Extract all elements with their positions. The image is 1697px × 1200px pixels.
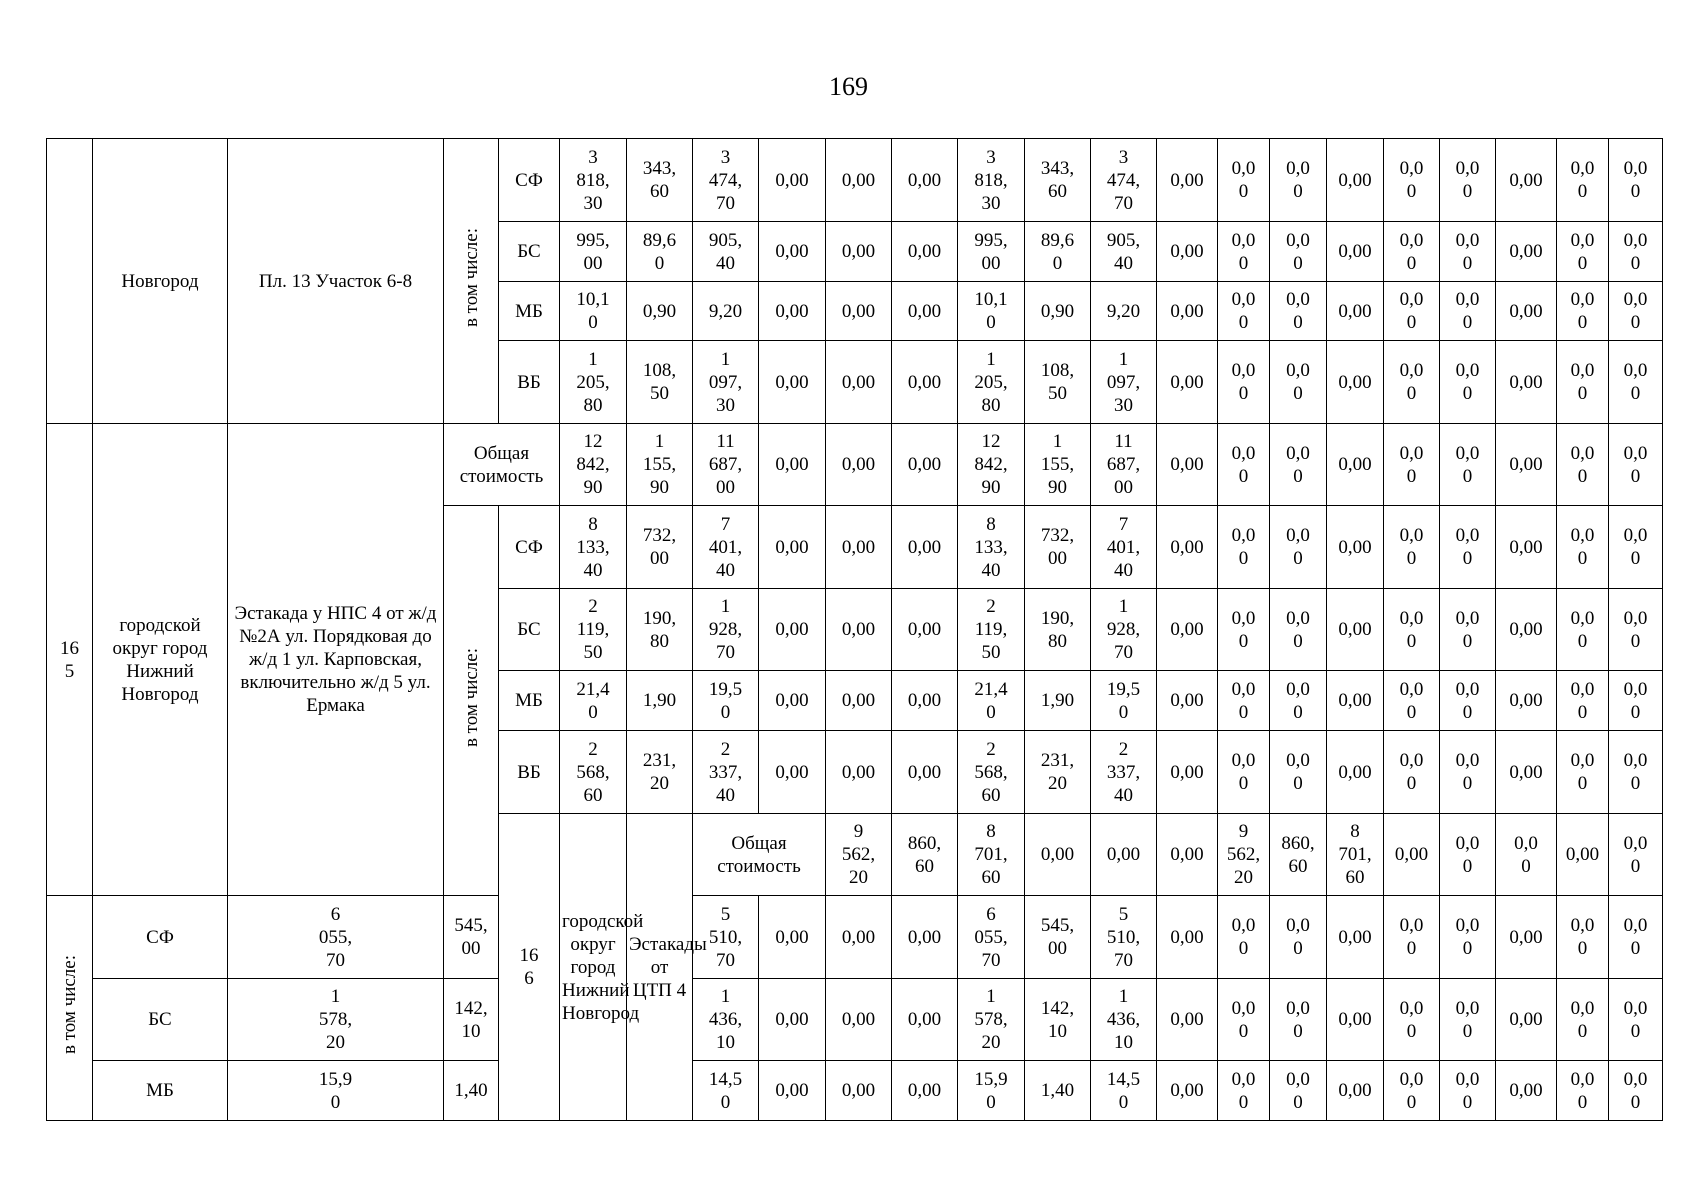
source-label-mb: МБ	[93, 1061, 228, 1121]
value-cell: 0,00	[759, 139, 826, 222]
value-cell: 231, 20	[627, 731, 693, 814]
including-label: в том числе:	[460, 228, 482, 328]
value-cell: 0,00	[1091, 814, 1157, 896]
value-cell: 0,00	[826, 589, 892, 671]
value-cell: 0,00	[1157, 506, 1218, 589]
value-cell: 1 097, 30	[693, 341, 759, 424]
value-cell: 0,00	[1327, 589, 1384, 671]
district-cell: городской округ город Нижний Новгород	[560, 814, 627, 1121]
value-cell: 0,0 0	[1557, 222, 1609, 282]
value-cell: 0,0 0	[1609, 424, 1663, 506]
value-cell: 0,0 0	[1609, 896, 1663, 979]
value-cell: 1 205, 80	[958, 341, 1025, 424]
value-cell: 1 097, 30	[1091, 341, 1157, 424]
value-cell: 0,0 0	[1270, 222, 1327, 282]
row-number-cell: 16 5	[47, 424, 93, 896]
page-number: 169	[829, 72, 868, 101]
value-cell: 0,00	[1157, 1061, 1218, 1121]
value-cell: 89,6 0	[1025, 222, 1091, 282]
value-cell: 0,0 0	[1270, 424, 1327, 506]
value-cell: 0,0 0	[1218, 979, 1270, 1061]
value-cell: 0,0 0	[1440, 671, 1496, 731]
value-cell: 0,00	[892, 282, 958, 341]
value-cell: 0,0 0	[1609, 671, 1663, 731]
value-cell: 0,0 0	[1270, 896, 1327, 979]
value-cell: 10,1 0	[560, 282, 627, 341]
value-cell: 0,0 0	[1270, 139, 1327, 222]
value-cell: 9,20	[693, 282, 759, 341]
value-cell: 1 205, 80	[560, 341, 627, 424]
value-cell: 0,0 0	[1384, 282, 1440, 341]
value-cell: 6 055, 70	[228, 896, 444, 979]
value-cell: 0,00	[759, 282, 826, 341]
table-row	[47, 1061, 1663, 1121]
value-cell: 108, 50	[1025, 341, 1091, 424]
including-cell	[444, 139, 499, 424]
value-cell: 0,00	[1327, 282, 1384, 341]
value-cell: 995, 00	[958, 222, 1025, 282]
value-cell: 0,0 0	[1557, 282, 1609, 341]
value-cell: 0,0 0	[1557, 1061, 1609, 1121]
value-cell: 0,00	[826, 896, 892, 979]
table-row	[47, 139, 1663, 222]
value-cell: 0,0 0	[1270, 589, 1327, 671]
value-cell: 0,00	[759, 979, 826, 1061]
value-cell: 0,0 0	[1218, 282, 1270, 341]
value-cell: 0,00	[892, 506, 958, 589]
value-cell: 0,0 0	[1440, 282, 1496, 341]
value-cell: 89,6 0	[627, 222, 693, 282]
value-cell: 12 842, 90	[958, 424, 1025, 506]
value-cell: 21,4 0	[958, 671, 1025, 731]
value-cell: 0,00	[1327, 341, 1384, 424]
value-cell: 0,00	[1025, 814, 1091, 896]
value-cell: 7 401, 40	[693, 506, 759, 589]
value-cell: 0,00	[1327, 896, 1384, 979]
value-cell: 0,00	[826, 731, 892, 814]
value-cell: 11 687, 00	[1091, 424, 1157, 506]
row-number-cell: 16 6	[499, 814, 560, 1121]
value-cell: 0,00	[892, 341, 958, 424]
value-cell: 0,00	[826, 341, 892, 424]
value-cell: 14,5 0	[1091, 1061, 1157, 1121]
value-cell: 2 568, 60	[560, 731, 627, 814]
value-cell: 3 474, 70	[1091, 139, 1157, 222]
value-cell: 0,00	[1327, 731, 1384, 814]
value-cell: 0,00	[1327, 506, 1384, 589]
value-cell: 0,0 0	[1440, 506, 1496, 589]
value-cell: 8 701, 60	[958, 814, 1025, 896]
value-cell: 0,00	[1157, 139, 1218, 222]
value-cell: 0,00	[1327, 424, 1384, 506]
value-cell: 0,00	[1157, 424, 1218, 506]
value-cell: 0,0 0	[1218, 424, 1270, 506]
value-cell: 8 133, 40	[958, 506, 1025, 589]
value-cell: 0,00	[759, 731, 826, 814]
value-cell: 3 474, 70	[693, 139, 759, 222]
value-cell: 1,90	[627, 671, 693, 731]
source-label-vb: ВБ	[499, 341, 560, 424]
value-cell: 0,00	[892, 139, 958, 222]
value-cell: 108, 50	[627, 341, 693, 424]
value-cell: 732, 00	[1025, 506, 1091, 589]
value-cell: 0,0 0	[1557, 506, 1609, 589]
value-cell: 0,00	[892, 1061, 958, 1121]
table-row	[47, 424, 1663, 506]
including-label: в том числе:	[460, 647, 482, 748]
value-cell: 0,00	[1327, 979, 1384, 1061]
value-cell: 0,00	[826, 506, 892, 589]
value-cell: 0,00	[892, 896, 958, 979]
value-cell: 0,0 0	[1440, 589, 1496, 671]
value-cell: 0,0 0	[1218, 341, 1270, 424]
value-cell: 545, 00	[444, 896, 499, 979]
value-cell: 0,0 0	[1218, 896, 1270, 979]
value-cell: 0,0 0	[1384, 341, 1440, 424]
value-cell: 0,00	[1557, 814, 1609, 896]
value-cell: 0,00	[1157, 589, 1218, 671]
value-cell: 11 687, 00	[693, 424, 759, 506]
value-cell: 2 568, 60	[958, 731, 1025, 814]
value-cell: 0,0 0	[1384, 731, 1440, 814]
value-cell: 0,0 0	[1496, 814, 1557, 896]
value-cell: 0,0 0	[1440, 341, 1496, 424]
value-cell: 0,00	[892, 979, 958, 1061]
value-cell: 0,0 0	[1440, 896, 1496, 979]
value-cell: 0,00	[1496, 731, 1557, 814]
value-cell: 995, 00	[560, 222, 627, 282]
value-cell: 0,00	[892, 671, 958, 731]
value-cell: 0,0 0	[1440, 814, 1496, 896]
value-cell: 0,00	[892, 589, 958, 671]
value-cell: 905, 40	[1091, 222, 1157, 282]
value-cell: 0,00	[826, 671, 892, 731]
value-cell: 0,00	[1496, 222, 1557, 282]
value-cell: 0,00	[1157, 282, 1218, 341]
value-cell: 0,00	[892, 424, 958, 506]
value-cell: 1 155, 90	[627, 424, 693, 506]
source-label-mb: МБ	[499, 671, 560, 731]
value-cell: 0,0 0	[1218, 671, 1270, 731]
value-cell: 2 337, 40	[693, 731, 759, 814]
value-cell: 1 436, 10	[693, 979, 759, 1061]
value-cell: 9,20	[1091, 282, 1157, 341]
source-label-sf: СФ	[499, 139, 560, 222]
value-cell: 0,0 0	[1557, 979, 1609, 1061]
total-cost-label: Общая стоимость	[444, 424, 560, 506]
value-cell: 8 133, 40	[560, 506, 627, 589]
value-cell: 0,0 0	[1440, 1061, 1496, 1121]
value-cell: 0,0 0	[1609, 1061, 1663, 1121]
value-cell: 0,90	[627, 282, 693, 341]
value-cell: 1,40	[1025, 1061, 1091, 1121]
value-cell: 0,0 0	[1218, 731, 1270, 814]
value-cell: 0,00	[1496, 424, 1557, 506]
district-cell: городской округ город Нижний Новгород	[93, 424, 228, 896]
total-cost-label: Общая стоимость	[693, 814, 826, 896]
value-cell: 0,0 0	[1557, 424, 1609, 506]
value-cell: 0,0 0	[1609, 731, 1663, 814]
object-cell: Пл. 13 Участок 6-8	[228, 139, 444, 424]
value-cell: 0,00	[1157, 222, 1218, 282]
table-row	[47, 896, 1663, 979]
value-cell: 0,00	[826, 979, 892, 1061]
value-cell: 2 119, 50	[958, 589, 1025, 671]
value-cell: 0,00	[1157, 896, 1218, 979]
value-cell: 0,00	[826, 282, 892, 341]
value-cell: 0,00	[826, 222, 892, 282]
value-cell: 0,0 0	[1440, 731, 1496, 814]
value-cell: 1 578, 20	[228, 979, 444, 1061]
row-number-cell	[47, 139, 93, 424]
value-cell: 0,0 0	[1557, 139, 1609, 222]
value-cell: 21,4 0	[560, 671, 627, 731]
source-label-bs: БС	[499, 589, 560, 671]
value-cell: 0,00	[892, 731, 958, 814]
value-cell: 0,0 0	[1440, 979, 1496, 1061]
value-cell: 0,0 0	[1609, 341, 1663, 424]
value-cell: 14,5 0	[693, 1061, 759, 1121]
value-cell: 0,00	[1496, 671, 1557, 731]
value-cell: 0,0 0	[1218, 589, 1270, 671]
value-cell: 0,0 0	[1557, 671, 1609, 731]
value-cell: 343, 60	[1025, 139, 1091, 222]
value-cell: 231, 20	[1025, 731, 1091, 814]
value-cell: 0,0 0	[1384, 139, 1440, 222]
value-cell: 19,5 0	[693, 671, 759, 731]
table-row	[47, 979, 1663, 1061]
value-cell: 0,00	[1496, 896, 1557, 979]
value-cell: 0,00	[1327, 671, 1384, 731]
value-cell: 0,0 0	[1218, 139, 1270, 222]
value-cell: 190, 80	[1025, 589, 1091, 671]
value-cell: 1 155, 90	[1025, 424, 1091, 506]
value-cell: 1 578, 20	[958, 979, 1025, 1061]
value-cell: 0,0 0	[1384, 979, 1440, 1061]
value-cell: 0,0 0	[1218, 222, 1270, 282]
value-cell: 6 055, 70	[958, 896, 1025, 979]
value-cell: 343, 60	[627, 139, 693, 222]
value-cell: 0,00	[826, 139, 892, 222]
value-cell: 0,0 0	[1270, 1061, 1327, 1121]
value-cell: 0,0 0	[1384, 589, 1440, 671]
value-cell: 0,00	[759, 896, 826, 979]
value-cell: 0,0 0	[1384, 424, 1440, 506]
value-cell: 0,0 0	[1384, 896, 1440, 979]
value-cell: 0,0 0	[1609, 589, 1663, 671]
value-cell: 0,00	[1157, 341, 1218, 424]
value-cell: 2 119, 50	[560, 589, 627, 671]
value-cell: 0,00	[826, 424, 892, 506]
value-cell: 0,0 0	[1557, 341, 1609, 424]
value-cell: 0,00	[1327, 222, 1384, 282]
object-cell: Эстакады от ЦТП 4	[627, 814, 693, 1121]
value-cell: 0,00	[892, 222, 958, 282]
value-cell: 0,0 0	[1270, 506, 1327, 589]
value-cell: 0,90	[1025, 282, 1091, 341]
value-cell: 0,00	[759, 222, 826, 282]
value-cell: 8 701, 60	[1327, 814, 1384, 896]
value-cell: 1 436, 10	[1091, 979, 1157, 1061]
district-cell: Новгород	[93, 139, 228, 424]
value-cell: 5 510, 70	[693, 896, 759, 979]
value-cell: 9 562, 20	[826, 814, 892, 896]
value-cell: 0,00	[1496, 1061, 1557, 1121]
value-cell: 0,00	[1496, 341, 1557, 424]
value-cell: 0,0 0	[1440, 424, 1496, 506]
value-cell: 0,0 0	[1609, 814, 1663, 896]
value-cell: 0,0 0	[1557, 896, 1609, 979]
financing-table	[46, 138, 1663, 1121]
value-cell: 0,0 0	[1384, 506, 1440, 589]
value-cell: 0,00	[1384, 814, 1440, 896]
value-cell: 0,00	[759, 1061, 826, 1121]
value-cell: 0,0 0	[1270, 979, 1327, 1061]
value-cell: 15,9 0	[958, 1061, 1025, 1121]
value-cell: 1,90	[1025, 671, 1091, 731]
value-cell: 142, 10	[444, 979, 499, 1061]
value-cell: 0,00	[826, 1061, 892, 1121]
source-label-vb: ВБ	[499, 731, 560, 814]
value-cell: 10,1 0	[958, 282, 1025, 341]
value-cell: 15,9 0	[228, 1061, 444, 1121]
value-cell: 860, 60	[892, 814, 958, 896]
value-cell: 0,0 0	[1609, 979, 1663, 1061]
value-cell: 0,0 0	[1270, 282, 1327, 341]
value-cell: 0,00	[1496, 139, 1557, 222]
value-cell: 0,00	[1157, 814, 1218, 896]
source-label-bs: БС	[499, 222, 560, 282]
value-cell: 1 928, 70	[1091, 589, 1157, 671]
value-cell: 0,00	[1157, 671, 1218, 731]
value-cell: 0,0 0	[1270, 671, 1327, 731]
value-cell: 0,00	[1157, 979, 1218, 1061]
value-cell: 142, 10	[1025, 979, 1091, 1061]
value-cell: 1 928, 70	[693, 589, 759, 671]
value-cell: 0,00	[1496, 589, 1557, 671]
value-cell: 0,0 0	[1557, 731, 1609, 814]
value-cell: 0,00	[1496, 282, 1557, 341]
value-cell: 5 510, 70	[1091, 896, 1157, 979]
value-cell: 0,0 0	[1270, 341, 1327, 424]
value-cell: 0,0 0	[1218, 1061, 1270, 1121]
source-label-sf: СФ	[499, 506, 560, 589]
value-cell: 0,00	[759, 506, 826, 589]
value-cell: 9 562, 20	[1218, 814, 1270, 896]
value-cell: 1,40	[444, 1061, 499, 1121]
value-cell: 0,00	[759, 341, 826, 424]
source-label-bs: БС	[93, 979, 228, 1061]
value-cell: 732, 00	[627, 506, 693, 589]
value-cell: 0,00	[1157, 731, 1218, 814]
value-cell: 0,0 0	[1557, 589, 1609, 671]
value-cell: 905, 40	[693, 222, 759, 282]
value-cell: 0,00	[1496, 506, 1557, 589]
source-label-sf: СФ	[93, 896, 228, 979]
including-cell	[444, 506, 499, 896]
value-cell: 0,0 0	[1384, 1061, 1440, 1121]
value-cell: 0,0 0	[1384, 671, 1440, 731]
value-cell: 190, 80	[627, 589, 693, 671]
value-cell: 0,0 0	[1218, 506, 1270, 589]
value-cell: 12 842, 90	[560, 424, 627, 506]
including-cell	[47, 896, 93, 1121]
value-cell: 0,0 0	[1440, 139, 1496, 222]
value-cell: 7 401, 40	[1091, 506, 1157, 589]
value-cell: 0,00	[1496, 979, 1557, 1061]
including-label: в том числе:	[59, 955, 80, 1055]
source-label-mb: МБ	[499, 282, 560, 341]
object-cell: Эстакада у НПС 4 от ж/д №2А ул. Порядковая до ж/д 1 ул. Карповская, включительно ж/д 5 ул. Ермака	[228, 424, 444, 896]
value-cell: 0,00	[759, 671, 826, 731]
value-cell: 0,00	[1327, 139, 1384, 222]
value-cell: 0,0 0	[1609, 282, 1663, 341]
value-cell: 0,0 0	[1270, 731, 1327, 814]
value-cell: 860, 60	[1270, 814, 1327, 896]
value-cell: 0,0 0	[1384, 222, 1440, 282]
value-cell: 3 818, 30	[958, 139, 1025, 222]
value-cell: 0,0 0	[1609, 139, 1663, 222]
value-cell: 19,5 0	[1091, 671, 1157, 731]
value-cell: 0,00	[759, 424, 826, 506]
value-cell: 0,00	[759, 589, 826, 671]
value-cell: 545, 00	[1025, 896, 1091, 979]
value-cell: 2 337, 40	[1091, 731, 1157, 814]
value-cell: 3 818, 30	[560, 139, 627, 222]
value-cell: 0,0 0	[1609, 506, 1663, 589]
value-cell: 0,0 0	[1440, 222, 1496, 282]
value-cell: 0,00	[1327, 1061, 1384, 1121]
value-cell: 0,0 0	[1609, 222, 1663, 282]
